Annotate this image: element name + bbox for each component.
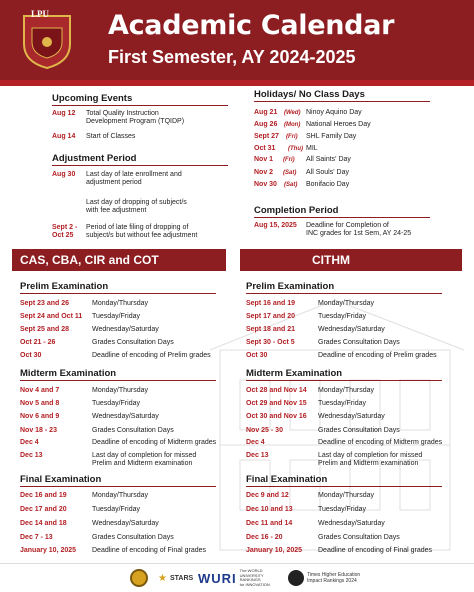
exam-text: Deadline of encoding of Final grades (92, 547, 207, 554)
table-row (246, 339, 468, 348)
exam-text: Last day of completion for missed Prelim and Midterm examination (318, 452, 423, 468)
exam-text: Tuesday/Friday (318, 313, 366, 320)
holiday-date: Nov 2 (254, 169, 274, 176)
exam-date: Oct 30 (20, 352, 42, 359)
exam-text: Grades Consultation Days (318, 534, 400, 541)
table-row (246, 534, 468, 543)
holidays-rule (254, 101, 430, 102)
holiday-name: All Saints' Day (306, 156, 351, 163)
holiday-day: (Fri) (286, 134, 298, 140)
event-date: Aug 12 (52, 110, 76, 117)
table-row (20, 492, 230, 501)
list-item (254, 156, 444, 165)
exam-text: Tuesday/Friday (92, 400, 140, 407)
table-row (246, 400, 468, 409)
right-prelim-heading: Prelim Examination (246, 281, 335, 292)
table-row (20, 413, 230, 422)
exam-text: Tuesday/Friday (92, 313, 140, 320)
exam-date: Nov 6 and 9 (20, 413, 60, 420)
exam-date: Dec 4 (246, 439, 265, 446)
list-item (254, 109, 444, 118)
holiday-day: (Mon) (284, 122, 301, 128)
table-row (246, 520, 468, 529)
exam-date: Dec 16 and 19 (20, 492, 67, 499)
holiday-day: (Sat) (284, 182, 298, 188)
event-text: Last day of dropping of subject/s with fee adjustment (86, 199, 187, 215)
table-row (20, 387, 230, 396)
left-final-rule (20, 486, 216, 487)
right-midterm-heading: Midterm Examination (246, 368, 343, 379)
table-row (246, 547, 468, 556)
exam-date: January 10, 2025 (246, 547, 303, 554)
exam-text: Grades Consultation Days (92, 427, 174, 434)
holiday-date: Aug 21 (254, 109, 278, 116)
exam-date: Dec 11 and 14 (246, 520, 293, 527)
exam-text: Deadline of encoding of Midterm grades (318, 439, 443, 446)
table-row (20, 352, 234, 361)
table-row (20, 452, 234, 470)
holiday-date: Oct 31 (254, 145, 276, 152)
holiday-date: Aug 26 (254, 121, 278, 128)
completion-period-heading: Completion Period (254, 205, 339, 216)
exam-date: Oct 30 and Nov 16 (246, 413, 307, 420)
table-row (20, 547, 234, 556)
holiday-name: All Souls' Day (306, 169, 349, 176)
exam-date: Dec 14 and 18 (20, 520, 67, 527)
exam-text: Grades Consultation Days (318, 427, 400, 434)
exam-text: Wednesday/Saturday (318, 413, 385, 420)
exam-text: Wednesday/Saturday (92, 326, 159, 333)
table-row (20, 339, 230, 348)
exam-date: Sept 16 and 19 (246, 300, 296, 307)
the-icon (288, 570, 304, 586)
table-row (246, 387, 468, 396)
table-row (20, 326, 230, 335)
exam-text: Grades Consultation Days (318, 339, 400, 346)
list-item (52, 133, 232, 142)
exam-text: Monday/Thursday (318, 492, 375, 499)
table-row (20, 520, 230, 529)
logo-text: LPU (31, 9, 49, 19)
exam-date: Sept 25 and 28 (20, 326, 70, 333)
exam-date: Dec 13 (246, 452, 269, 459)
table-row (246, 326, 468, 335)
table-row (20, 300, 230, 309)
completion-rule (254, 217, 430, 218)
right-midterm-rule (246, 380, 442, 381)
exam-text: Grades Consultation Days (92, 339, 174, 346)
right-prelim-rule (246, 293, 442, 294)
table-row (246, 352, 468, 361)
event-text: Total Quality Instruction Development Program (TQIDP) (86, 110, 185, 126)
table-row (20, 534, 230, 543)
table-row (246, 313, 468, 322)
list-item (254, 181, 444, 190)
table-row (246, 439, 468, 448)
holiday-name: Bonifacio Day (306, 181, 350, 188)
right-final-heading: Final Examination (246, 474, 328, 485)
exam-date: January 10, 2025 (20, 547, 77, 554)
star-icon: ★ (158, 572, 167, 584)
left-midterm-rule (20, 380, 216, 381)
exam-text: Grades Consultation Days (92, 534, 174, 541)
exam-text: Monday/Thursday (92, 387, 149, 394)
exam-text: Wednesday/Saturday (92, 413, 159, 420)
stars-badge (158, 568, 193, 588)
exam-text: Wednesday/Saturday (318, 520, 385, 527)
left-midterm-heading: Midterm Examination (20, 368, 117, 379)
college-band-left: CAS, CBA, CIR and COT (12, 249, 226, 271)
list-item (52, 110, 232, 128)
left-final-heading: Final Examination (20, 474, 102, 485)
table-row (20, 427, 230, 436)
exam-text: Wednesday/Saturday (318, 326, 385, 333)
list-item (52, 171, 232, 189)
table-row (246, 300, 468, 309)
table-row (246, 413, 468, 422)
event-date: Aug 30 (52, 171, 76, 178)
table-row (246, 427, 468, 436)
exam-date: Oct 29 and Nov 15 (246, 400, 307, 407)
upcoming-events-heading: Upcoming Events (52, 93, 133, 104)
exam-date: Oct 21 - 26 (20, 339, 56, 346)
exam-date: Nov 5 and 8 (20, 400, 60, 407)
table-row (246, 506, 468, 515)
list-item (254, 145, 444, 154)
exam-date: Dec 16 - 20 (246, 534, 283, 541)
exam-text: Tuesday/Friday (92, 506, 140, 513)
exam-date: Nov 18 - 23 (20, 427, 57, 434)
left-prelim-rule (20, 293, 216, 294)
exam-date: Oct 30 (246, 352, 268, 359)
exam-date: Sept 30 - Oct 5 (246, 339, 295, 346)
left-prelim-heading: Prelim Examination (20, 281, 109, 292)
exam-text: Monday/Thursday (92, 300, 149, 307)
the-label: Times Higher Education Impact Rankings 2024 (307, 572, 361, 584)
event-text: Last day of late enrollment and adjustment period (86, 171, 182, 187)
list-item (254, 222, 454, 240)
exam-date: Dec 13 (20, 452, 43, 459)
the-badge (288, 568, 360, 588)
holiday-date: Nov 1 (254, 156, 274, 163)
list-item (254, 121, 444, 130)
wuri-badge (198, 568, 270, 588)
seal-icon (130, 569, 148, 587)
holiday-name: MIL (306, 145, 318, 152)
accreditation-badge (130, 568, 148, 588)
completion-text: Deadline for Completion of INC grades for 1st Sem, AY 24-25 (306, 222, 412, 238)
holidays-heading: Holidays/ No Class Days (254, 89, 365, 100)
exam-text: Deadline of encoding of Midterm grades (92, 439, 217, 446)
list-item (254, 169, 444, 178)
holiday-day: (Thu) (288, 146, 303, 152)
exam-text: Tuesday/Friday (318, 400, 366, 407)
exam-date: Dec 9 and 12 (246, 492, 289, 499)
exam-text: Deadline of encoding of Prelim grades (92, 352, 211, 359)
exam-text: Monday/Thursday (92, 492, 149, 499)
list-item (52, 199, 232, 217)
exam-text: Wednesday/Saturday (92, 520, 159, 527)
exam-date: Nov 4 and 7 (20, 387, 60, 394)
stars-label: STARS (169, 574, 194, 582)
adjustment-rule (52, 165, 228, 166)
list-item (52, 224, 236, 242)
event-date: Aug 14 (52, 133, 76, 140)
exam-date: Oct 28 and Nov 14 (246, 387, 307, 394)
table-row (20, 400, 230, 409)
exam-date: Sept 17 and 20 (246, 313, 296, 320)
holiday-name: SHL Family Day (306, 133, 357, 140)
upcoming-events-rule (52, 105, 228, 106)
table-row (20, 313, 230, 322)
exam-date: Dec 7 - 13 (20, 534, 53, 541)
holiday-date: Nov 30 (254, 181, 277, 188)
table-row (246, 492, 468, 501)
page-title: Academic Calendar (108, 10, 395, 41)
exam-text: Monday/Thursday (318, 300, 375, 307)
header-divider (0, 80, 474, 86)
adjustment-period-heading: Adjustment Period (52, 153, 137, 164)
college-band-right: CITHM (240, 249, 462, 271)
event-text: Period of late filing of dropping of subject/s but without fee adjustment (86, 224, 198, 240)
exam-date: Sept 23 and 26 (20, 300, 70, 307)
exam-date: Dec 10 and 13 (246, 506, 293, 513)
right-final-rule (246, 486, 442, 487)
exam-date: Sept 18 and 21 (246, 326, 296, 333)
event-date: Sept 2 - Oct 25 (52, 224, 78, 240)
table-row (20, 506, 230, 515)
wuri-sub: The WORLD UNIVERSITY RANKINGS for INNOVATION (239, 568, 270, 587)
table-row (246, 452, 468, 470)
holiday-name: Ninoy Aquino Day (306, 109, 362, 116)
holiday-day: (Wed) (284, 110, 301, 116)
exam-date: Dec 17 and 20 (20, 506, 67, 513)
exam-text: Deadline of encoding of Prelim grades (318, 352, 437, 359)
exam-date: Sept 24 and Oct 11 (20, 313, 83, 320)
exam-date: Nov 25 - 30 (246, 427, 283, 434)
holiday-date: Sept 27 (254, 133, 279, 140)
exam-text: Monday/Thursday (318, 387, 375, 394)
list-item (254, 133, 444, 142)
holiday-day: (Sat) (283, 170, 297, 176)
wuri-label: WURI (198, 570, 237, 586)
exam-date: Dec 4 (20, 439, 39, 446)
table-row (20, 439, 234, 448)
holiday-name: National Heroes Day (306, 121, 371, 128)
exam-text: Tuesday/Friday (318, 506, 366, 513)
holiday-day: (Fri) (283, 157, 295, 163)
exam-text: Last day of completion for missed Prelim and Midterm examination (92, 452, 197, 468)
exam-text: Deadline of encoding of Final grades (318, 547, 433, 554)
page-subtitle: First Semester, AY 2024-2025 (108, 47, 356, 67)
completion-date: Aug 15, 2025 (254, 222, 297, 229)
event-text: Start of Classes (86, 133, 136, 140)
